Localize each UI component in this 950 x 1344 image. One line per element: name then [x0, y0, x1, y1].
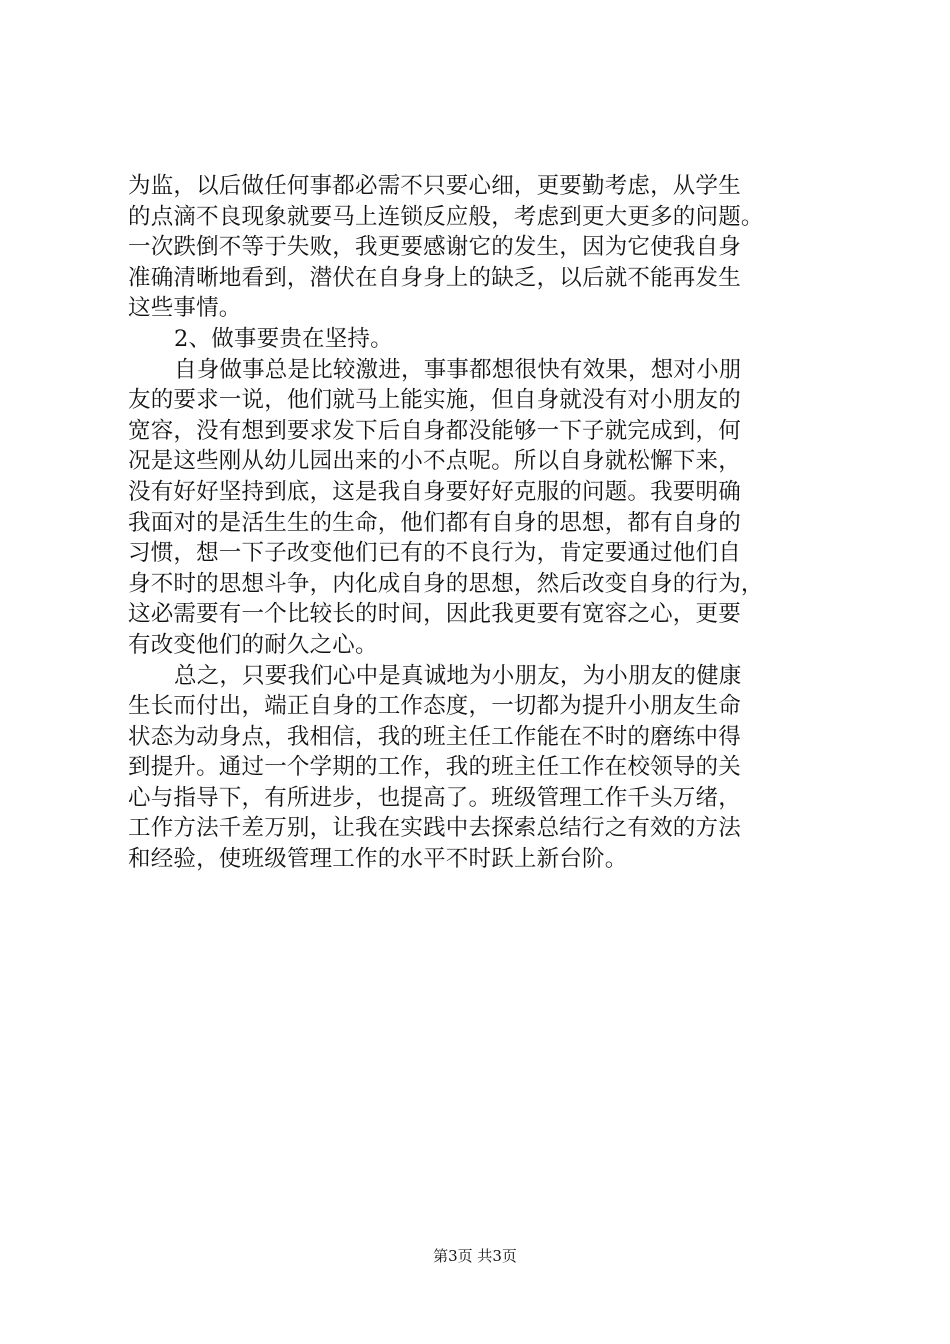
- text-line: 我面对的是活生生的生命，他们都有自身的思想，都有自身的: [128, 509, 741, 536]
- text-line: 2、做事要贵在坚持。: [174, 325, 393, 352]
- text-line: 状态为动身点，我相信，我的班主任工作能在不时的磨练中得: [128, 723, 741, 750]
- page-footer: 第3页 共3页: [433, 1247, 517, 1265]
- text-line: 生长而付出，端正自身的工作态度，一切都为提升小朋友生命: [128, 693, 741, 720]
- text-line: 没有好好坚持到底，这是我自身要好好克服的问题。我要明确: [128, 478, 741, 505]
- text-line: 心与指导下，有所进步，也提高了。班级管理工作千头万绪，: [128, 784, 741, 811]
- text-line: 准确清晰地看到，潜伏在自身身上的缺乏，以后就不能再发生: [128, 264, 741, 291]
- text-line: 宽容，没有想到要求发下后自身都没能够一下子就完成到，何: [128, 417, 741, 444]
- text-line: 的点滴不良现象就要马上连锁反应般，考虑到更大更多的问题。: [128, 203, 764, 230]
- text-line: 总之，只要我们心中是真诚地为小朋友，为小朋友的健康: [174, 662, 742, 689]
- text-line: 到提升。通过一个学期的工作，我的班主任工作在校领导的关: [128, 754, 741, 781]
- text-line: 和经验，使班级管理工作的水平不时跃上新台阶。: [128, 846, 628, 873]
- text-line: 自身做事总是比较激进，事事都想很快有效果，想对小朋: [174, 356, 742, 383]
- document-body: [128, 171, 834, 875]
- text-line: 友的要求一说，他们就马上能实施，但自身就没有对小朋友的: [128, 387, 741, 414]
- text-line: 况是这些刚从幼儿园出来的小不点呢。所以自身就松懈下来，: [128, 448, 741, 475]
- text-line: 有改变他们的耐久之心。: [128, 631, 378, 658]
- text-line: 工作方法千差万别，让我在实践中去探索总结行之有效的方法: [128, 815, 741, 842]
- text-line: 为监，以后做任何事都必需不只要心细，更要勤考虑，从学生: [128, 173, 741, 199]
- text-line: 这必需要有一个比较长的时间，因此我更要有宽容之心，更要: [128, 601, 741, 628]
- text-line: 这些事情。: [128, 295, 242, 322]
- text-line: 一次跌倒不等于失败，我更要感谢它的发生，因为它使我自身: [128, 234, 741, 261]
- text-line: 身不时的思想斗争，内化成自身的思想，然后改变自身的行为，: [128, 570, 764, 597]
- text-line: 习惯，想一下子改变他们已有的不良行为，肯定要通过他们自: [128, 540, 741, 567]
